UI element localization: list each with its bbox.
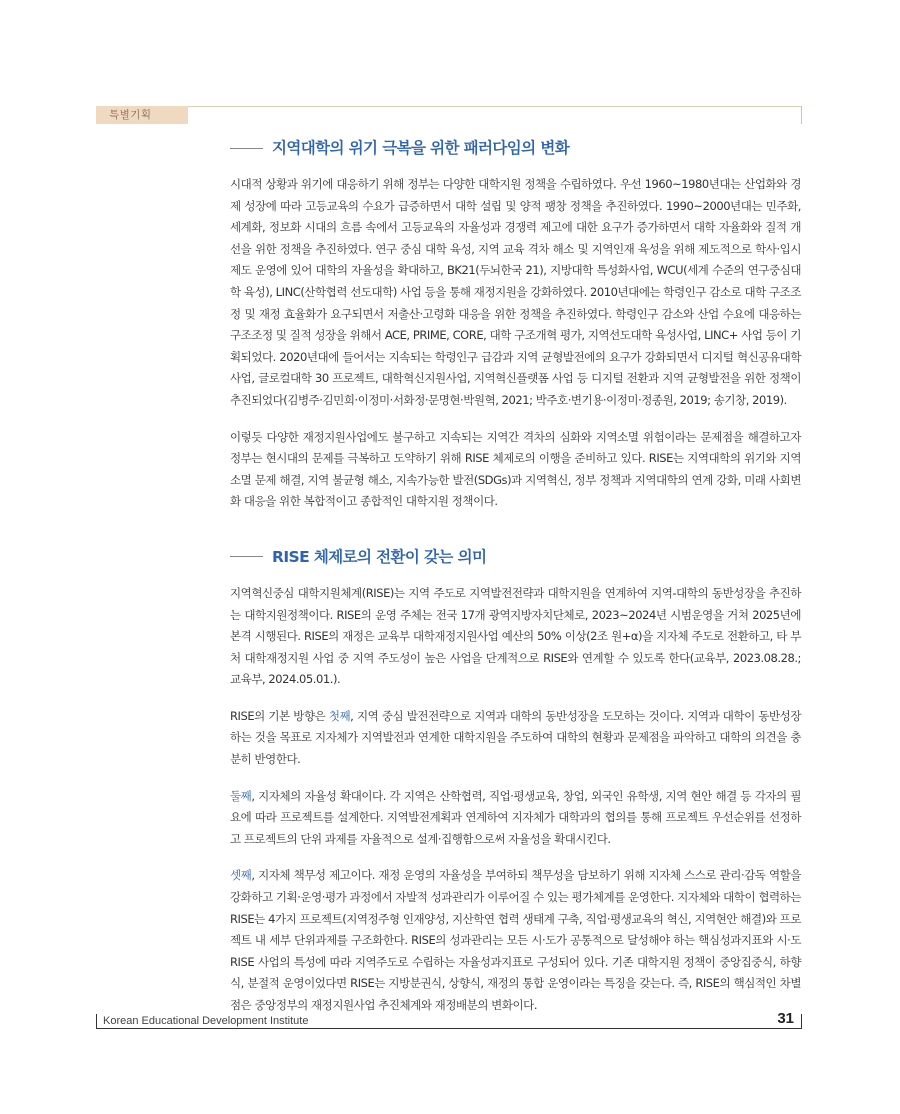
paragraph: 시대적 상황과 위기에 대응하기 위해 정부는 다양한 대학지원 정책을 수립하였다. 우선 1960~1980년대는 산업화와 경제 성장에 따라 고등교육의 수요가 급증하면서 대학 설립 및 양적 팽창 정책을 추진하였다. 1990~2000년대는 민주화, 세계화, 정보화 시대의 흐름 속에서 고등교육의 자율성과 경쟁력 제고에 대한 요구가 증가하면서 대학 자율화와 질적 개선을 위한 정책을 추진하였다. 연구 중심 대학 육성, 지역 교육 격차 해소 및 지역인재 육성을 위해 제도적으로 학사·입시제도 운영에 있어 대학의 자율성을 확대하고, BK21(두뇌한국 21), 지방대학 특성화사업, WCU(세계 수준의 연구중심대학 육성), LINC(산학협력 선도대학) 사업 등을 통해 재정지원을 강화하였다. 2010년대에는 학령인구 감소로 대학 구조조정 및 재정 효율화가 요구되면서 저출산·고령화 대응을 위한 정책을 추진하였다. 학령인구 감소와 산업 수요에 대응하는 구조조정 및 질적 성장을 위해서 ACE, PRIME, CORE, 대학 구조개혁 평가, 지역선도대학 육성사업, LINC+ 사업 등이 기획되었다. 2020년대에 들어서는 지속되는 학령인구 급감과 지역 균형발전에의 요구가 강화되면서 디지털 혁신공유대학 사업, 글로컬대학 30 프로젝트, 대학혁신지원사업, 지역혁신플랫폼 사업 등 디지털 전환과 지역 균형발전을 위한 정책이 추진되었다(김병주·김민희·이정미·서화정·문명현·박원혁, 2021; 박주호·변기용·이정미·정종원, 2019; 송기창, 2019). <box>230 177 801 407</box>
footer-tick-left <box>96 1014 97 1028</box>
section-heading-1 <box>230 130 801 164</box>
paragraph-text: , 지자체 책무성 제고이다. 재정 운영의 자율성을 부여하되 책무성을 담보하기 위해 지자체 스스로 관리·감독 역할을 강화하고 기획·운영·평가 과정에서 자발적 성과관리가 이루어질 수 있는 평가체계를 운영한다. 지자체와 대학이 협력하는 RISE는 4가지 프로젝트(지역정주형 인재양성, 지산학연 협력 생태계 구축, 직업·평생교육의 혁신, 지역현안 해결)와 프로젝트 내 세부 단위과제를 구조화한다. RISE의 성과관리는 모든 시·도가 공통적으로 달성해야 하는 핵심성과지표와 시·도 RISE 사업의 특성에 따라 지역주도로 수립하는 자율성과지표로 구성되어 있다. 기존 대학지원 정책이 중앙집중식, 하향식, 분절적 운영이었다면 RISE는 지방분권식, 상향식, 재정의 통합 운영이라는 특징을 갖는다. 즉, RISE의 핵심적인 차별점은 중앙정부의 재정지원사업 추진체계와 재정배분의 변화이다. <box>230 868 801 1012</box>
header-edge-line <box>801 106 802 124</box>
paragraph <box>230 865 801 1016</box>
paragraph <box>230 706 801 771</box>
section-tag: 특별기획 <box>96 106 188 124</box>
paragraph: 지역혁신중심 대학지원체계(RISE)는 지역 주도로 지역발전전략과 대학지원을 연계하여 지역-대학의 동반성장을 추진하는 대학지원정책이다. RISE의 운영 주체는 전국 17개 광역지방자치단체로, 2023~2024년 시범운영을 거쳐 2025년에 본격 시행된다. RISE의 재정은 교육부 대학재정지원사업 예산의 50% 이상(2조 원+α)을 지자체 주도로 전환하고, 타 부처 대학재정지원 사업 중 지역 주도성이 높은 사업을 단계적으로 RISE와 연계할 수 있도록 한다(교육부, 2023.08.28.; 교육부, 2024.05.01.). <box>230 585 801 687</box>
section-title-2: RISE 체제로의 전환이 갖는 의미 <box>272 547 487 566</box>
footer-organization: Korean Educational Development Institute <box>103 1015 309 1027</box>
heading-rule <box>230 556 263 557</box>
paragraph-text: , 지역 중심 발전전략으로 지역과 대학의 동반성장을 도모하는 것이다. 지역과 대학이 동반성장하는 것을 목표로 지자체가 지역발전과 연계한 대학지원을 주도하여 대학의 현황과 문제점을 파악하고 대학의 의견을 충분히 반영한다. <box>230 708 801 767</box>
highlight-second: 둘째 <box>230 788 252 803</box>
header-rule <box>96 106 802 125</box>
highlight-third: 셋째 <box>230 868 252 883</box>
footer-rule <box>96 1028 802 1029</box>
heading-rule <box>230 148 263 149</box>
section-title-1: 지역대학의 위기 극복을 위한 패러다임의 변화 <box>272 139 570 157</box>
paragraph: 이렇듯 다양한 재정지원사업에도 불구하고 지속되는 지역간 격차의 심화와 지역소멸 위험이라는 문제점을 해결하고자 정부는 현시대의 문제를 극복하고 도약하기 위해 RISE 체제로의 이행을 준비하고 있다. RISE는 지역대학의 위기와 지역소멸 문제 해결, 지역 불균형 해소, 지속가능한 발전(SDGs)과 지역혁신, 정부 정책과 지역대학의 연계 강화, 미래 사회변화 대응을 위한 복합적이고 종합적인 대학지원 정책이다. <box>230 429 801 509</box>
paragraph <box>230 786 801 851</box>
page-number: 31 <box>777 1010 794 1027</box>
paragraph-text: , 지자체의 자율성 확대이다. 각 지역은 산학협력, 직업·평생교육, 창업, 외국인 유학생, 지역 현안 해결 등 각자의 필요에 따라 프로젝트를 설계한다. 지역발전계획과 연계하여 지자체가 대학과의 협의를 통해 프로젝트 우선순위를 선정하고 프로젝트의 단위 과제를 자율적으로 설계·집행함으로써 자율성을 확대시킨다. <box>230 788 801 846</box>
section-heading-2 <box>230 539 801 573</box>
paragraph-text: RISE의 기본 방향은 <box>230 708 329 723</box>
footer-tick-right <box>801 1014 802 1028</box>
article-body <box>230 130 801 1032</box>
highlight-first: 첫째 <box>328 708 351 723</box>
